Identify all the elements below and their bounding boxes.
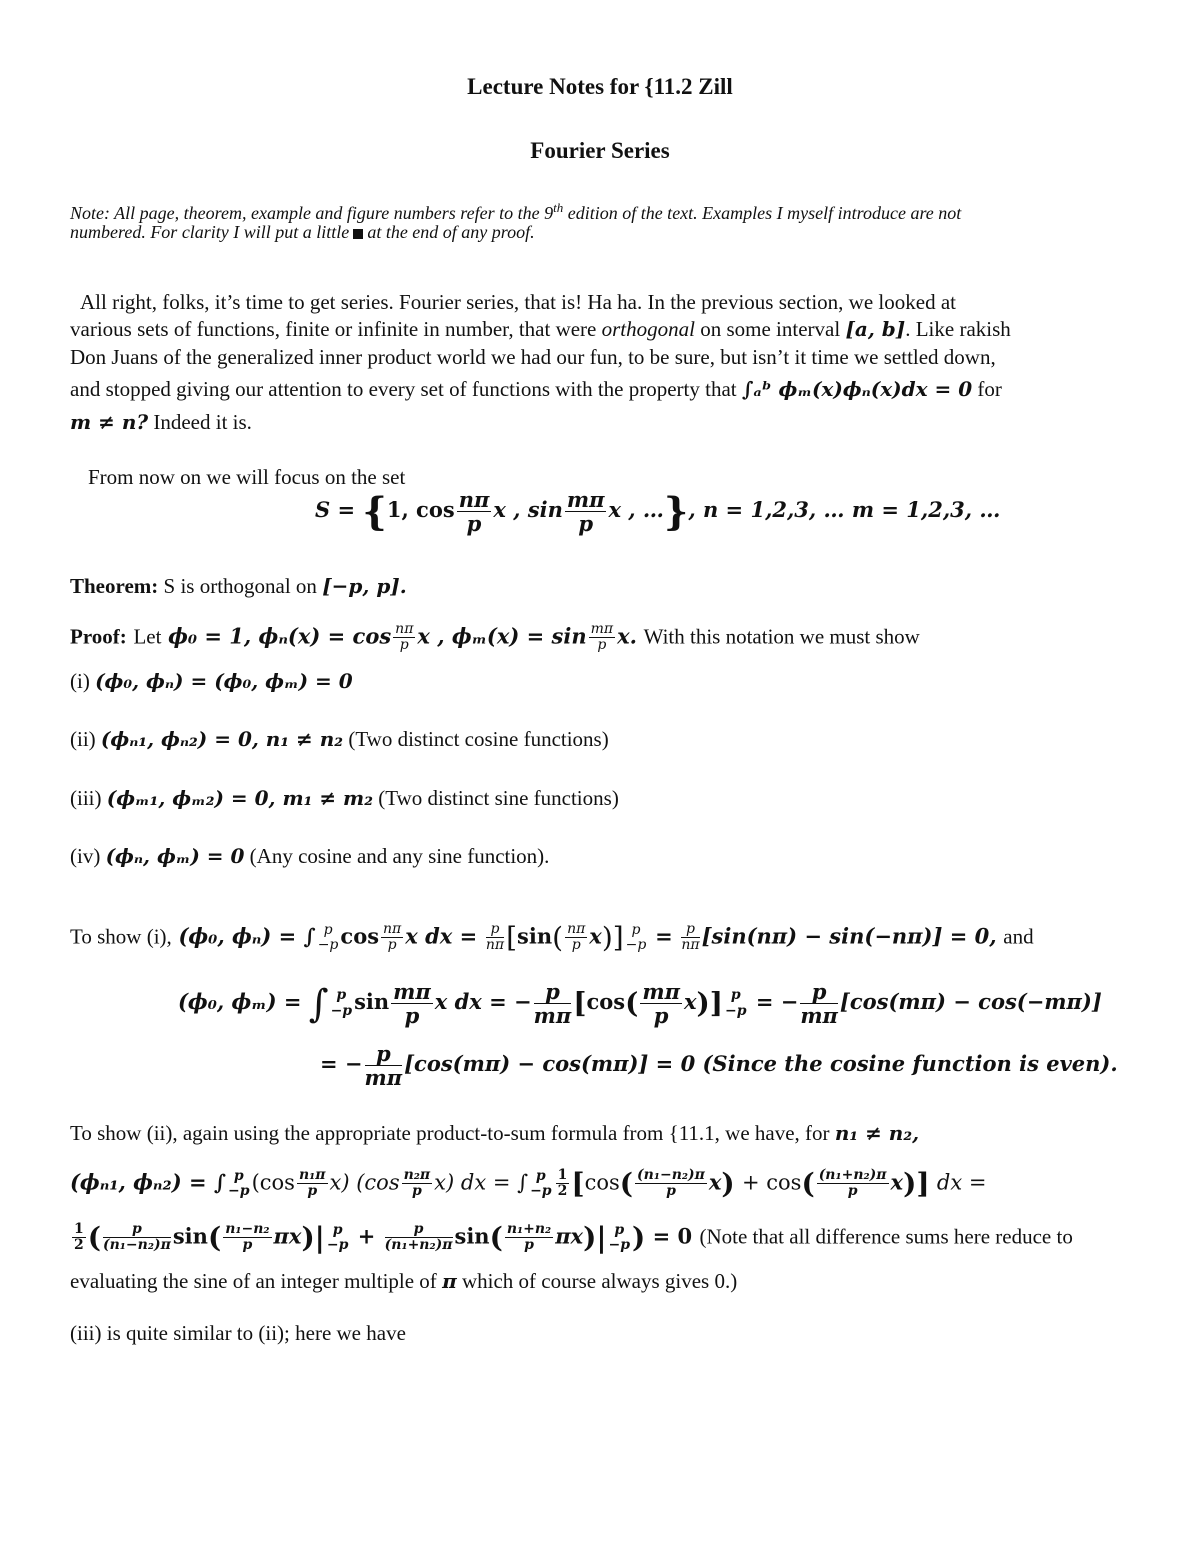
intro-line-2: various sets of functions, finite or infinite in number, that were orthogonal on some interval [a, b]. Like rakish <box>70 317 1011 341</box>
item-iv: (iv) (ϕₙ, ϕₘ) = 0 (Any cosine and any sine function). <box>70 844 550 868</box>
theorem: Theorem: S is orthogonal on [−p, p]. <box>70 574 407 598</box>
show-i-line-2: (ϕ₀, ϕₘ) = ∫ p −p sin $\frac{m\pi}{p}$ x dx = − $\frac{p}{m\pi}$ [cos( $\frac{m\pi}{p}$ x)] p −p = − $\frac{p}{m\pi}$ [cos(mπ) − cos(−mπ)] <box>178 979 1102 1029</box>
proof-square-icon <box>353 229 363 239</box>
show-i-line-3: = − $\frac{p}{m\pi}$ [cos(mπ) − cos(mπ)] = 0 (Since the cosine function is even). <box>320 1041 1118 1091</box>
page-title: Lecture Notes for {11.2 Zill <box>467 74 733 99</box>
item-i: (i) (ϕ₀, ϕₙ) = (ϕ₀, ϕₘ) = 0 <box>70 669 353 693</box>
intro-line-1: All right, folks, it’s time to get series. Fourier series, that is! Ha ha. In the previous section, we looked at <box>80 290 956 314</box>
intro-line-4: and stopped giving our attention to every set of functions with the property that ∫ₐᵇ ϕₘ(x)ϕₙ(x)dx = 0 for <box>70 377 1002 401</box>
set-equation: S = {1, cos $\frac{n\pi}{p}$ x , sin $\frac{m\pi}{p}$ x , …}, n = 1,2,3, … m = 1,2,3, … <box>315 487 1001 537</box>
show-ii-eq-2: $\frac{1}{2}$ ( $\frac{p}{\text{(n₁−n₂)π}}$ sin( $\frac{\text{n₁−n₂}}{p}$ πx)| p −p + $\frac{p}{\text{(n₁+n₂)π}}$ sin( $\frac{\text{n₁+n₂}}{p}$ πx)| p −p ) = 0 (Note that all difference sums here reduce to <box>74 1220 1073 1254</box>
note-line-2: numbered. For clarity I will put a little at the end of any proof. <box>70 222 535 242</box>
note-line-1: Note: All page, theorem, example and figure numbers refer to the 9th edition of the text. Examples I myself introduce are not <box>70 200 962 223</box>
show-ii-intro: To show (ii), again using the appropriate product-to-sum formula from {11.1, we have, for n₁ ≠ n₂, <box>70 1121 920 1145</box>
show-ii-eq-1: (ϕₙ₁, ϕₙ₂) = ∫ p −p (cos $\frac{\text{n₁π}}{p}$ x) (cos $\frac{\text{n₂π}}{p}$ x) dx = ∫ p −p $\frac{1}{2}$ [cos( $\frac{\text{(n₁−n₂)π}}{p}$ x) + cos( $\frac{\text{(n₁+n₂)π}}{p}$ x)] dx = <box>70 1166 987 1200</box>
intro-line-5: m ≠ n? Indeed it is. <box>70 410 252 434</box>
item-ii: (ii) (ϕₙ₁, ϕₙ₂) = 0, n₁ ≠ n₂ (Two distinct cosine functions) <box>70 727 609 751</box>
page-subtitle: Fourier Series <box>530 138 670 163</box>
show-i-line: To show (i), (ϕ₀, ϕₙ) = ∫ p −p cos $\frac{n\pi}{p}$ x dx = $\frac{p}{n\pi}$ [sin( $\frac{n\pi}{p}$ x)] p −p = $\frac{p}{n\pi}$ [sin(nπ) − sin(−nπ)] = 0, and <box>70 920 1034 954</box>
set-intro: From now on we will focus on the set <box>88 465 406 489</box>
show-ii-continuation: evaluating the sine of an integer multiple of π which of course always gives 0.) <box>70 1269 738 1293</box>
show-iii-intro: (iii) is quite similar to (ii); here we have <box>70 1321 406 1345</box>
item-iii: (iii) (ϕₘ₁, ϕₘ₂) = 0, m₁ ≠ m₂ (Two distinct sine functions) <box>70 786 619 810</box>
intro-line-3: Don Juans of the generalized inner product world we had our fun, to be sure, but isn’t it time we settled down, <box>70 345 996 369</box>
proof-line: Proof: Let ϕ₀ = 1, ϕₙ(x) = cos $\frac{n\pi}{p}$ x , ϕₘ(x) = sin $\frac{m\pi}{p}$ x. With this notation we must show <box>70 621 920 654</box>
